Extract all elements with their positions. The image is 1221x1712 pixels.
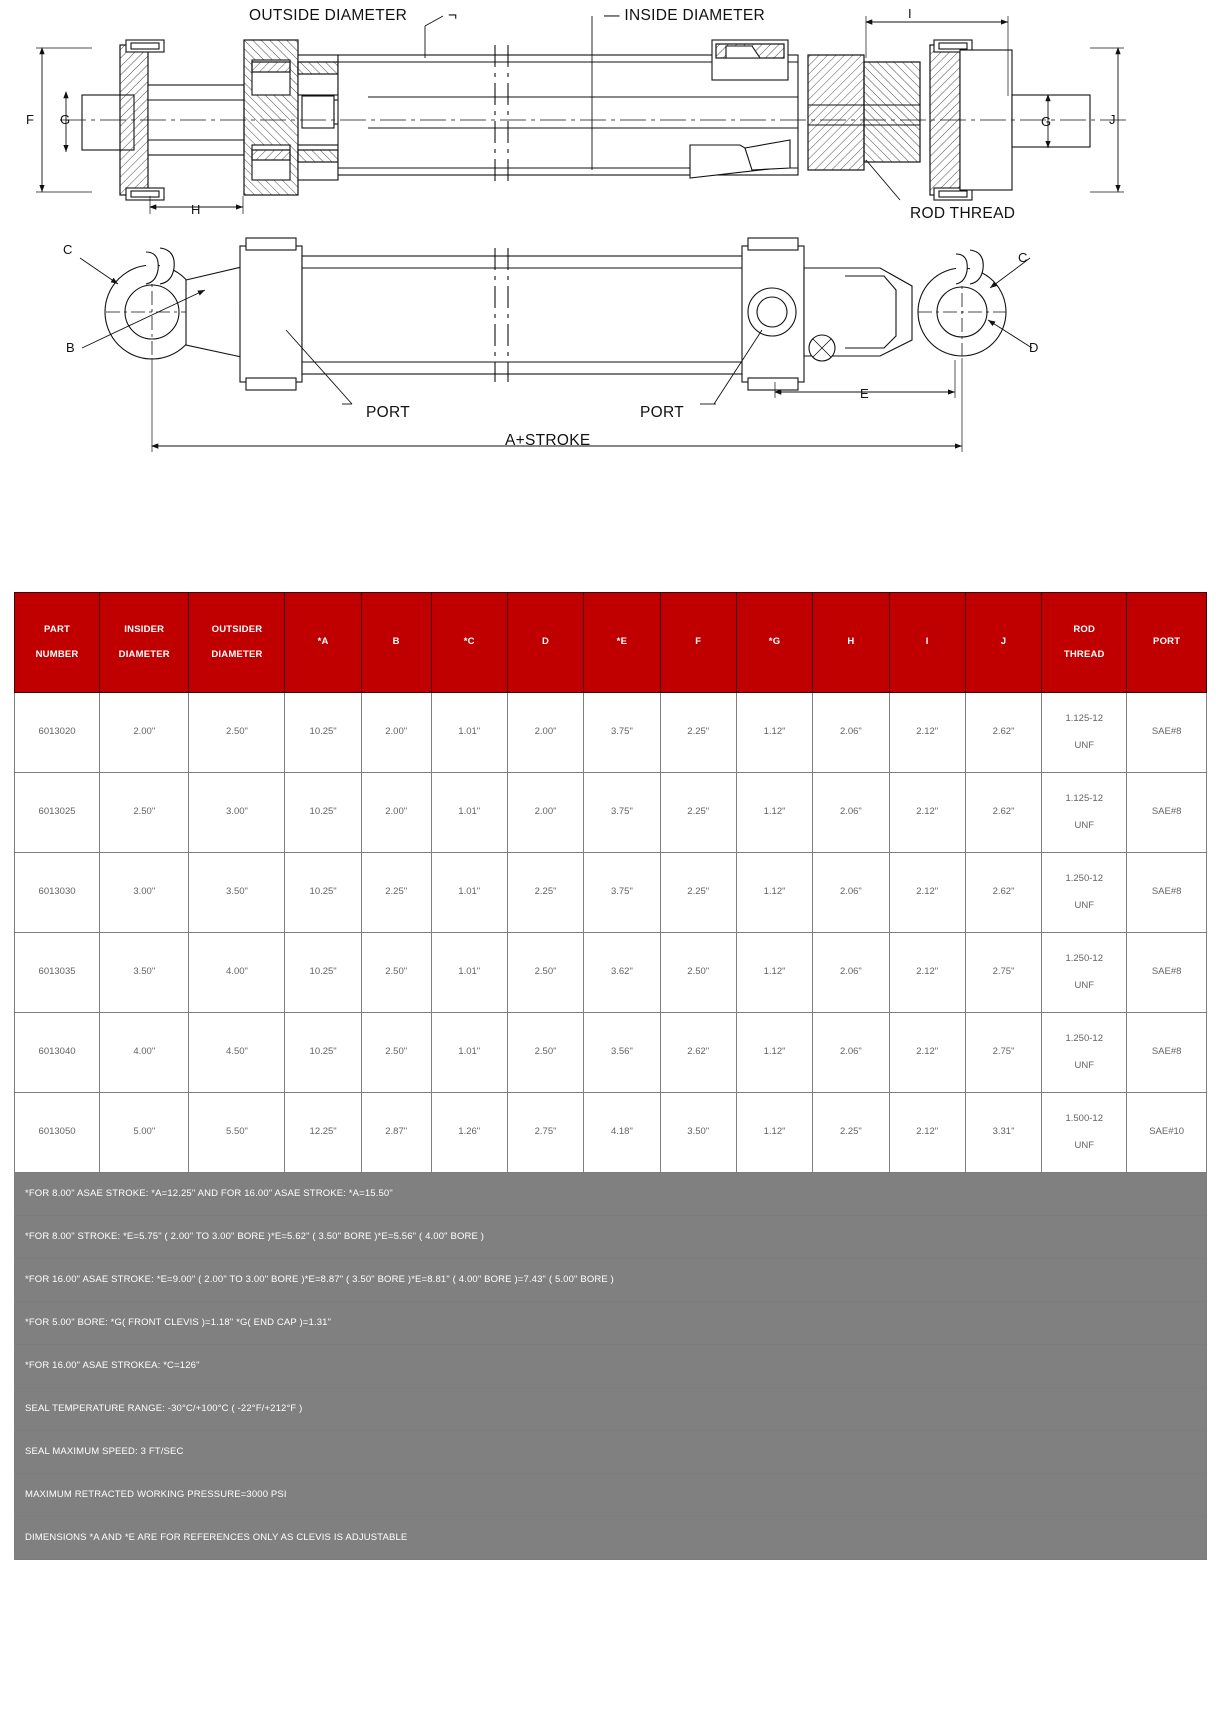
cell-port: SAE#10	[1127, 1093, 1207, 1173]
col-c: *C	[431, 593, 507, 693]
cell-port: SAE#8	[1127, 853, 1207, 933]
cell-part-number: 6013020	[15, 693, 100, 773]
dim-H: H	[191, 202, 201, 217]
note-row	[15, 1173, 1207, 1216]
label-outside-diameter: OUTSIDE DIAMETER	[249, 7, 408, 24]
cell-d: 2.25"	[507, 853, 583, 933]
cell-part-number: 6013040	[15, 1013, 100, 1093]
cell-e: 3.56"	[584, 1013, 660, 1093]
label-port-right: PORT	[640, 404, 684, 421]
cell-c: 1.01"	[431, 933, 507, 1013]
cell-d: 2.50"	[507, 933, 583, 1013]
cell-h: 2.06"	[813, 933, 889, 1013]
note-row	[15, 1345, 1207, 1388]
col-h: H	[813, 593, 889, 693]
col-part-number: PART NUMBER	[15, 593, 100, 693]
cell-rod-thread: 1.500-12 UNF	[1042, 1093, 1127, 1173]
cell-port: SAE#8	[1127, 933, 1207, 1013]
cell-b: 2.87"	[361, 1093, 431, 1173]
cell-rod-thread: 1.250-12 UNF	[1042, 1013, 1127, 1093]
cell-port: SAE#8	[1127, 773, 1207, 853]
cell-outside-diameter: 5.50"	[189, 1093, 285, 1173]
cell-outside-diameter: 4.50"	[189, 1013, 285, 1093]
cell-j: 2.75"	[965, 1013, 1041, 1093]
note-row	[15, 1474, 1207, 1517]
cell-e: 3.75"	[584, 773, 660, 853]
technical-drawing	[0, 0, 1221, 560]
cell-j: 2.75"	[965, 933, 1041, 1013]
cell-rod-thread: 1.125-12 UNF	[1042, 773, 1127, 853]
note-row	[15, 1216, 1207, 1259]
cell-j: 2.62"	[965, 853, 1041, 933]
header-row	[15, 593, 1207, 693]
col-f: F	[660, 593, 736, 693]
cell-part-number: 6013030	[15, 853, 100, 933]
cell-a: 10.25"	[285, 853, 361, 933]
cell-f: 2.25"	[660, 693, 736, 773]
cell-inside-diameter: 3.00"	[100, 853, 189, 933]
note-text: *FOR 16.00" ASAE STROKEA: *C=126"	[15, 1345, 1207, 1388]
cell-part-number: 6013025	[15, 773, 100, 853]
table-row	[15, 1013, 1207, 1093]
cell-b: 2.25"	[361, 853, 431, 933]
cell-e: 3.62"	[584, 933, 660, 1013]
cell-d: 2.00"	[507, 773, 583, 853]
table-row	[15, 933, 1207, 1013]
col-outside-diameter: OUTSIDER DIAMETER	[189, 593, 285, 693]
cell-rod-thread: 1.125-12 UNF	[1042, 693, 1127, 773]
cell-g: 1.12"	[736, 693, 812, 773]
cell-f: 2.62"	[660, 1013, 736, 1093]
cell-part-number: 6013050	[15, 1093, 100, 1173]
note-row	[15, 1259, 1207, 1302]
cell-i: 2.12"	[889, 933, 965, 1013]
cell-i: 2.12"	[889, 773, 965, 853]
label-inside-diameter: — INSIDE DIAMETER	[604, 7, 765, 24]
note-text: *FOR 8.00" STROKE: *E=5.75" ( 2.00" TO 3.00" BORE )*E=5.62" ( 3.50" BORE )*E=5.56" ( 4.00" BORE )	[15, 1216, 1207, 1259]
dim-G-left: G	[60, 112, 71, 127]
cell-inside-diameter: 2.50"	[100, 773, 189, 853]
cell-f: 2.25"	[660, 853, 736, 933]
dim-D: D	[1029, 340, 1039, 355]
cell-b: 2.00"	[361, 693, 431, 773]
cell-g: 1.12"	[736, 1093, 812, 1173]
cell-a: 10.25"	[285, 933, 361, 1013]
cell-d: 2.00"	[507, 693, 583, 773]
cell-port: SAE#8	[1127, 693, 1207, 773]
cell-e: 4.18"	[584, 1093, 660, 1173]
cell-b: 2.50"	[361, 1013, 431, 1093]
cell-g: 1.12"	[736, 1013, 812, 1093]
col-e: *E	[584, 593, 660, 693]
dim-J: J	[1109, 112, 1116, 127]
col-i: I	[889, 593, 965, 693]
note-row	[15, 1388, 1207, 1431]
cell-c: 1.01"	[431, 853, 507, 933]
note-text: *FOR 5.00" BORE: *G( FRONT CLEVIS )=1.18" *G( END CAP )=1.31"	[15, 1302, 1207, 1345]
cell-inside-diameter: 3.50"	[100, 933, 189, 1013]
cell-h: 2.06"	[813, 773, 889, 853]
dim-F: F	[26, 112, 34, 127]
specification-table-container	[14, 592, 1207, 1560]
cell-inside-diameter: 2.00"	[100, 693, 189, 773]
cell-port: SAE#8	[1127, 1013, 1207, 1093]
dim-B: B	[66, 340, 75, 355]
cell-g: 1.12"	[736, 853, 812, 933]
col-rod-thread: ROD THREAD	[1042, 593, 1127, 693]
note-text: SEAL TEMPERATURE RANGE: -30°C/+100°C ( -22°F/+212°F )	[15, 1388, 1207, 1431]
table-row	[15, 853, 1207, 933]
col-d: D	[507, 593, 583, 693]
cell-d: 2.75"	[507, 1093, 583, 1173]
label-rod-thread: ROD THREAD	[910, 205, 1016, 222]
col-g: *G	[736, 593, 812, 693]
cell-i: 2.12"	[889, 1093, 965, 1173]
dim-C-right: C	[1018, 250, 1028, 265]
cell-b: 2.00"	[361, 773, 431, 853]
table-row	[15, 773, 1207, 853]
cell-outside-diameter: 3.00"	[189, 773, 285, 853]
note-text: MAXIMUM RETRACTED WORKING PRESSURE=3000 PSI	[15, 1474, 1207, 1517]
cell-j: 3.31"	[965, 1093, 1041, 1173]
table-row	[15, 693, 1207, 773]
table-body	[15, 693, 1207, 1560]
col-j: J	[965, 593, 1041, 693]
note-text: DIMENSIONS *A AND *E ARE FOR REFERENCES ONLY AS CLEVIS IS ADJUSTABLE	[15, 1517, 1207, 1560]
cell-g: 1.12"	[736, 933, 812, 1013]
cell-e: 3.75"	[584, 853, 660, 933]
cell-c: 1.26"	[431, 1093, 507, 1173]
cell-inside-diameter: 5.00"	[100, 1093, 189, 1173]
dim-E: E	[860, 386, 869, 401]
note-row	[15, 1431, 1207, 1474]
cell-a: 10.25"	[285, 1013, 361, 1093]
cell-c: 1.01"	[431, 693, 507, 773]
note-text: *FOR 8.00" ASAE STROKE: *A=12.25" AND FOR 16.00" ASAE STROKE: *A=15.50"	[15, 1173, 1207, 1216]
cell-a: 10.25"	[285, 693, 361, 773]
label-port-left: PORT	[366, 404, 410, 421]
note-text: *FOR 16.00" ASAE STROKE: *E=9.00" ( 2.00" TO 3.00" BORE )*E=8.87" ( 3.50" BORE )*E=8.81" ( 4.00" BORE )=7.43" ( 5.00" BORE )	[15, 1259, 1207, 1302]
note-row	[15, 1302, 1207, 1345]
cell-h: 2.06"	[813, 853, 889, 933]
col-a: *A	[285, 593, 361, 693]
cell-i: 2.12"	[889, 853, 965, 933]
cell-j: 2.62"	[965, 773, 1041, 853]
cell-outside-diameter: 2.50"	[189, 693, 285, 773]
cell-rod-thread: 1.250-12 UNF	[1042, 853, 1127, 933]
col-b: B	[361, 593, 431, 693]
col-inside-diameter: INSIDER DIAMETER	[100, 593, 189, 693]
cell-b: 2.50"	[361, 933, 431, 1013]
cell-e: 3.75"	[584, 693, 660, 773]
cell-inside-diameter: 4.00"	[100, 1013, 189, 1093]
cell-outside-diameter: 3.50"	[189, 853, 285, 933]
cell-g: 1.12"	[736, 773, 812, 853]
cell-part-number: 6013035	[15, 933, 100, 1013]
dim-C-left: C	[63, 242, 73, 257]
cell-c: 1.01"	[431, 773, 507, 853]
cell-f: 2.25"	[660, 773, 736, 853]
cell-rod-thread: 1.250-12 UNF	[1042, 933, 1127, 1013]
cell-h: 2.06"	[813, 1013, 889, 1093]
cell-c: 1.01"	[431, 1013, 507, 1093]
col-port: PORT	[1127, 593, 1207, 693]
note-row	[15, 1517, 1207, 1560]
outside-diameter-dash: ¬	[448, 7, 458, 24]
cell-a: 12.25"	[285, 1093, 361, 1173]
note-text: SEAL MAXIMUM SPEED: 3 FT/SEC	[15, 1431, 1207, 1474]
cell-j: 2.62"	[965, 693, 1041, 773]
cell-i: 2.12"	[889, 693, 965, 773]
specification-table	[14, 592, 1207, 1560]
cell-d: 2.50"	[507, 1013, 583, 1093]
dim-G-right: G	[1041, 114, 1052, 129]
dim-I: I	[908, 6, 912, 21]
table-header	[15, 593, 1207, 693]
cell-h: 2.06"	[813, 693, 889, 773]
label-a-stroke: A+STROKE	[505, 432, 591, 449]
cell-h: 2.25"	[813, 1093, 889, 1173]
table-row	[15, 1093, 1207, 1173]
cell-f: 2.50"	[660, 933, 736, 1013]
cell-a: 10.25"	[285, 773, 361, 853]
cell-f: 3.50"	[660, 1093, 736, 1173]
cell-outside-diameter: 4.00"	[189, 933, 285, 1013]
cell-i: 2.12"	[889, 1013, 965, 1093]
